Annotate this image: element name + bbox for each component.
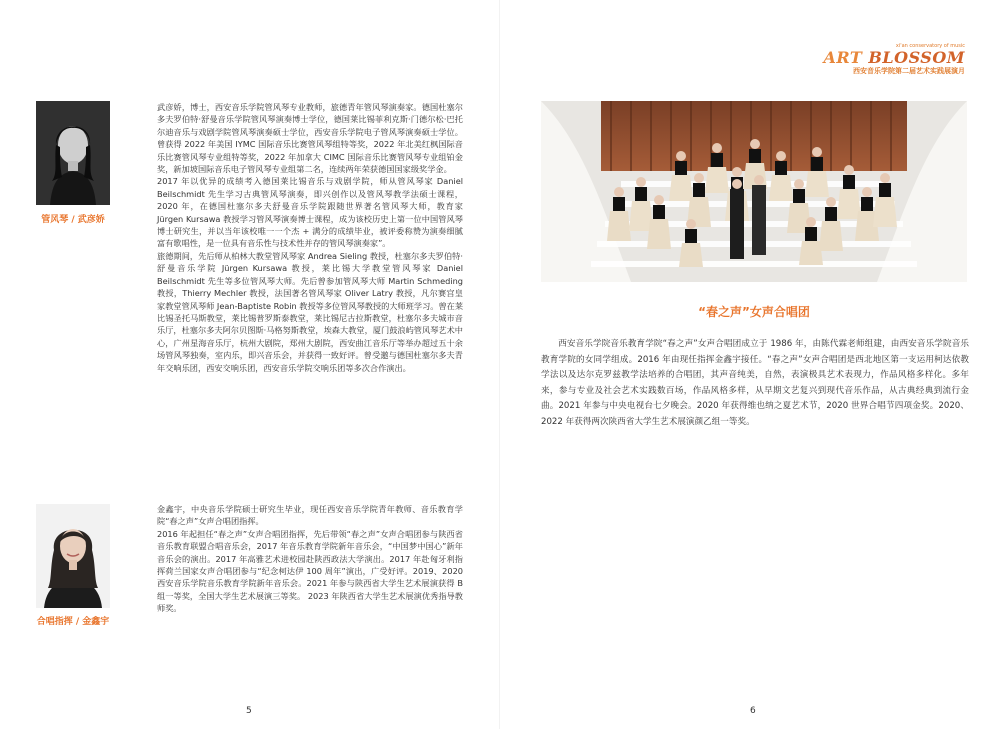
organist-bio-paragraph: 2017 年以优异的成绩考入德国莱比锡音乐与戏剧学院，师从管风琴家 Daniel Beilschmidt 先生学习古典管风琴演奏，即兴创作以及管风琴教学法硕士课程，2020 年，在德国杜塞尔多夫舒曼音乐学院跟随世界著名管风琴大师，教育家 Jürgen Kursawa 教授学习管风琴演奏博士课程，成为该校历史上第一位中国管风琴博士研究生，并以当年该校唯一一个杰 + 满分的成绩毕业，被评委称赞为演奏细腻富有歌唱性，是一位具有音乐性与技术性并存的管风琴演奏家”。 — [157, 176, 463, 249]
conductor-caption: 合唱指挥 / 金鑫宇 — [36, 617, 110, 627]
organist-bio-paragraph: 武彦娇，博士，西安音乐学院管风琴专业教师，旅德青年管风琴演奏家。德国杜塞尔多夫罗伯特·舒曼音乐学院管风琴演奏博士学位，德国莱比锡菲利克斯·门德尔松·巴托尔迪音乐与戏剧学院管风琴演奏硕士学位，西安音乐学院电子管风琴演奏硕士学位。曾获得 2022 年美国 IYMC 国际音乐比赛管风琴组特等奖，2022 年北美红枫国际音乐比赛管风琴专业组特等奖，2022 年加拿大 CIMC 国际音乐比赛管风琴专业组铂金奖，新加坡国际音乐电子管风琴专业组第二名，连续两年荣获德国国家级奖学金。 — [157, 102, 463, 175]
conductor-portrait — [36, 504, 110, 608]
choir-section-title: “春之声”女声合唱团 — [698, 305, 810, 319]
logo-title — [823, 50, 965, 66]
choir-photo-icon — [541, 101, 967, 282]
page-number-right: 6 — [750, 706, 756, 716]
page-number-left: 5 — [246, 706, 252, 716]
logo-tagline: xi'an conservatory of music — [895, 43, 965, 49]
organist-portrait — [36, 101, 110, 205]
spread-divider — [499, 0, 500, 729]
logo-art: ART — [823, 48, 863, 67]
choir-description: 西安音乐学院音乐教育学院“春之声”女声合唱团成立于 1986 年，由陈代霖老师组建，由西安音乐学院音乐教育学院的女同学组成。2016 年由现任指挥金鑫宇接任。“春之声”女声合唱团是西北地区第一支运用柯达依教学法以及达尔克罗兹教学法培养的合唱团，其声音纯美，自然，表演极具艺术表现力，作品风格多样化。多年来，参与专业及社会艺术实践数百场，作品风格多样，从早期文艺复兴到现代音乐作品，从古典经典到流行金曲。2021 年参与中央电视台七夕晚会。2020 年获得维也纳之夏艺术节，2020 世界合唱节四项金奖。2020、2022 年获得两次陕西省大学生艺术展演颜乙组一等奖。 — [541, 339, 969, 427]
logo-blossom: BLOSSOM — [868, 48, 965, 67]
choir-group-photo — [541, 101, 967, 282]
portrait-photo-icon — [36, 101, 110, 205]
conductor-bio-paragraph: 金鑫宇，中央音乐学院硕士研究生毕业，现任西安音乐学院青年教师、音乐教育学院“春之声”女声合唱团指挥。 — [157, 504, 463, 527]
conductor-bio-paragraph: 2016 年起担任“春之声”女声合唱团指挥，先后带领“春之声”女声合唱团参与陕西省音乐教育联盟合唱音乐会，2017 年音乐教育学院新年音乐会，“中国梦中国心”新年音乐会的演出。2017 年高雅艺术进校园赴陕西政法大学演出。2017 年赴匈牙利指挥荷兰国家女声合唱团参与“纪念柯达伊 100 周年”演出，广受好评。2019、2020 西安音乐学院音乐教育学院新年音乐会。2021 年参与陕西省大学生艺术展演获得 B 组一等奖，全国大学生艺术展演三等奖。 2023 年陕西省大学生艺术展演优秀指导教师奖。 — [157, 528, 463, 614]
organist-caption: 管风琴 / 武彦娇 — [41, 215, 105, 225]
organist-bio — [157, 101, 463, 374]
logo-subtitle: 西安音乐学院第二届艺术实践展演月 — [853, 67, 965, 75]
art-blossom-logo — [823, 42, 965, 76]
conductor-bio — [157, 503, 463, 615]
portrait-photo-icon — [36, 504, 110, 608]
organist-bio-paragraph: 旅德期间，先后师从柏林大教堂管风琴家 Andrea Sieling 教授，杜塞尔多夫罗伯特·舒曼音乐学院 Jürgen Kursawa 教授，莱比锡大学教堂管风琴家 Daniel Beilschmidt 先生等多位管风琴大师。先后曾参加管风琴大师 Martin Schmeding 教授，Thierry Mechler 教授，法国著名管风琴家 Oliver Latry 教授，凡尔赛宫皇家教堂管风琴师 Jean-Baptiste Robin 教授等多位管风琴教授的大师班学习。曾在莱比锡圣托马斯教堂，莱比锡普罗斯泰教堂，莱比锡尼古拉斯教堂，杜塞尔多夫城市音乐厅，杜塞尔多夫阿尔贝图斯·马格努斯教堂，埃森大教堂，厦门鼓浪屿管风琴艺术中心，广州星海音乐厅，杭州大剧院，郑州大剧院，西安曲江音乐厅等举办超过五十余场管风琴独奏，室内乐，即兴音乐会，并获得一致好评。曾受邀与德国杜塞尔多夫青年交响乐团，西安交响乐团，西安音乐学院交响乐团等多次合作演出。 — [157, 250, 464, 373]
